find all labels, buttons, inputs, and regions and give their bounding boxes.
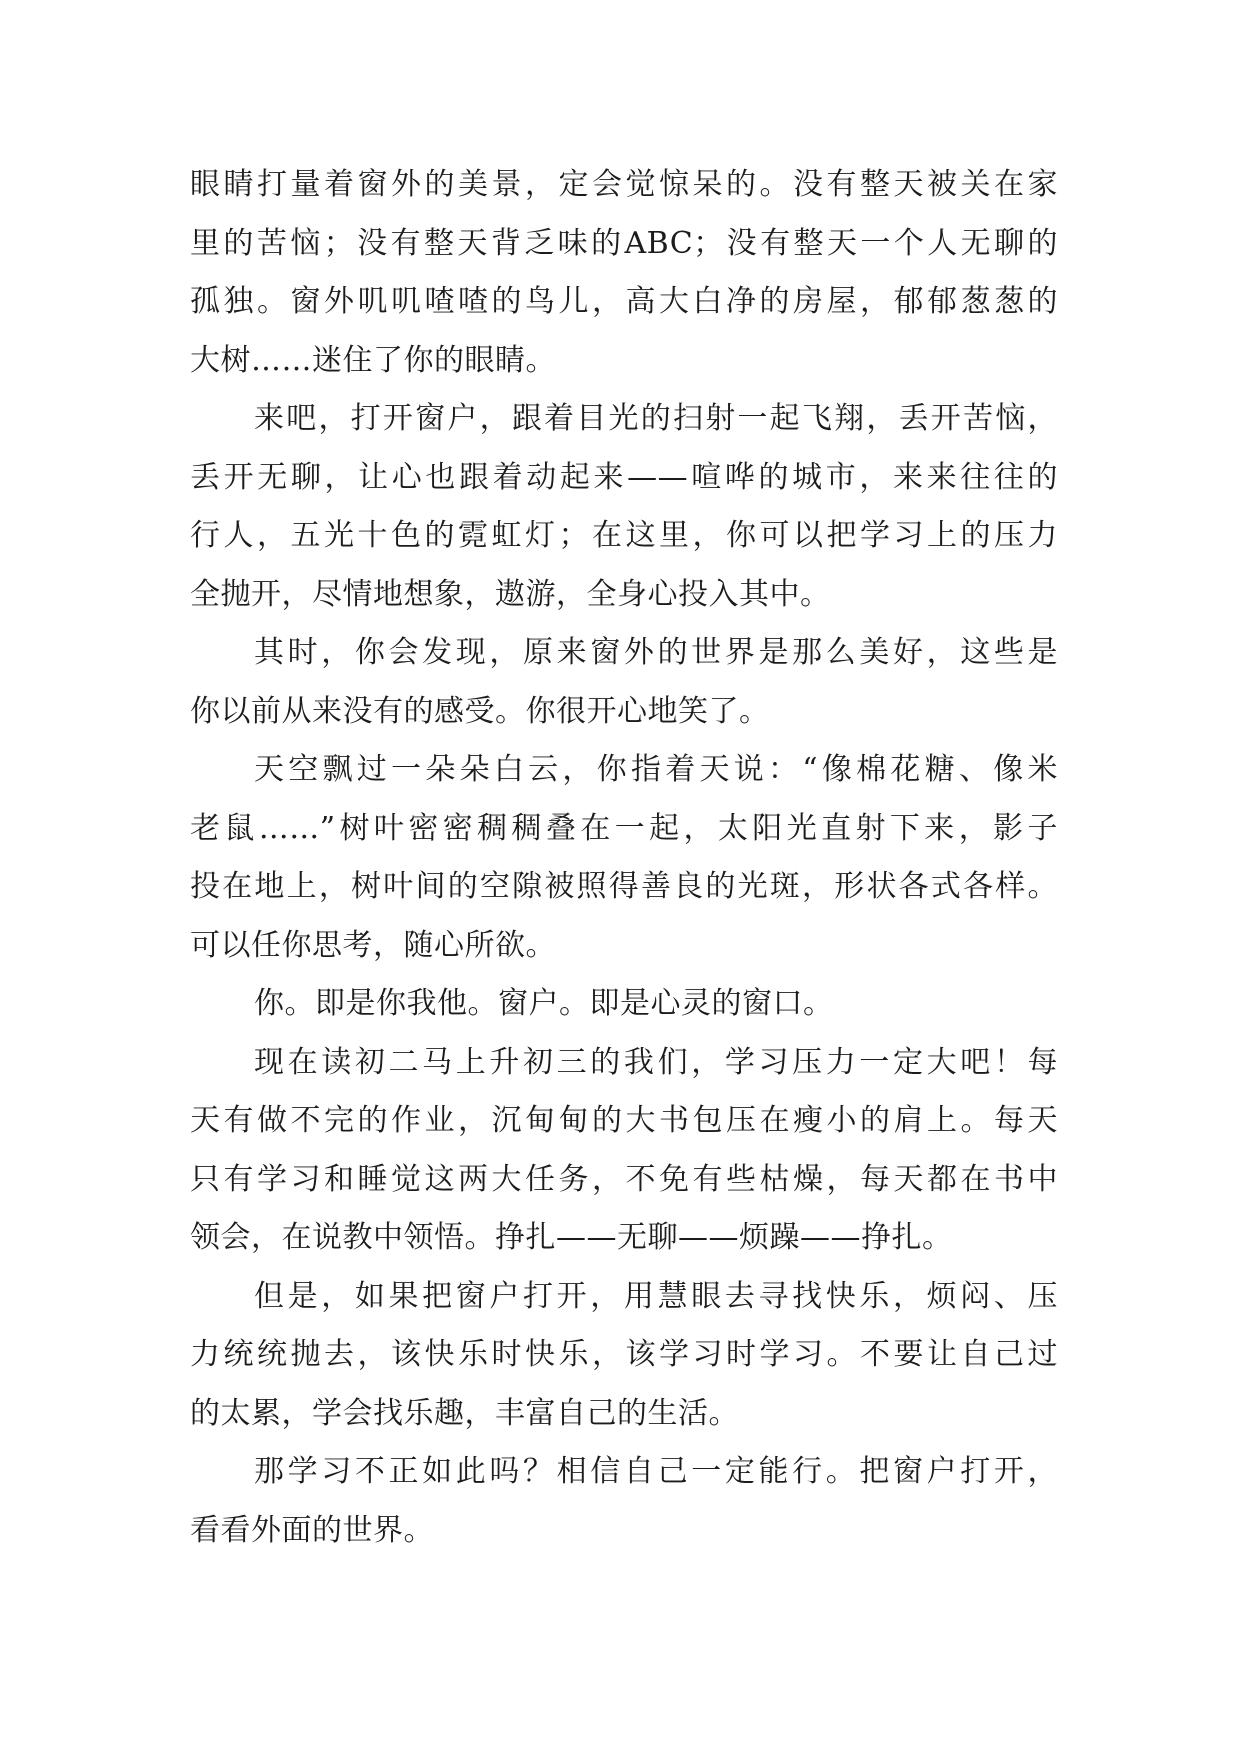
essay-body <box>190 156 1058 1560</box>
text-line: 里的苦恼；没有整天背乏味的ABC；没有整天一个人无聊的 <box>190 225 1058 261</box>
text-line: 现在读初二马上升初三的我们，学习压力一定大吧！每 <box>254 1044 1058 1080</box>
text-line: 你。即是你我他。窗户。即是心灵的窗口。 <box>254 986 834 1021</box>
text-line: 看看外面的世界。 <box>190 1512 434 1548</box>
text-line: 只有学习和睡觉这两大任务，不免有些枯燥，每天都在书中 <box>190 1161 1058 1197</box>
text-line: 但是，如果把窗户打开，用慧眼去寻找快乐，烦闷、压 <box>254 1278 1058 1314</box>
text-line: 孤独。窗外叽叽喳喳的鸟儿，高大白净的房屋，郁郁葱葱的 <box>190 284 1058 319</box>
text-line: 天空飘过一朵朵白云，你指着天说：“像棉花糖、像米 <box>254 752 1058 787</box>
text-line: 领会，在说教中领悟。挣扎——无聊——烦躁——挣扎。 <box>190 1220 953 1255</box>
text-line: 全抛开，尽情地想象，遨游，全身心投入其中。 <box>190 576 831 612</box>
text-line: 力统统抛去，该快乐时快乐，该学习时学习。不要让自己过 <box>190 1337 1058 1372</box>
text-line: 丢开无聊，让心也跟着动起来——喧哗的城市，来来往往的 <box>190 459 1058 495</box>
text-line: 眼睛打量着窗外的美景，定会觉惊呆的。没有整天被关在家 <box>190 167 1058 202</box>
text-line: 的太累，学会找乐趣，丰富自己的生活。 <box>190 1395 739 1431</box>
text-line: 可以任你思考，随心所欲。 <box>190 927 556 963</box>
text-line: 你以前从来没有的感受。你很开心地笑了。 <box>190 693 770 729</box>
text-line: 其时，你会发现，原来窗外的世界是那么美好，这些是 <box>254 635 1058 670</box>
text-line: 投在地上，树叶间的空隙被照得善良的光斑，形状各式各样。 <box>190 869 1058 904</box>
text-line: 那学习不正如此吗？相信自己一定能行。把窗户打开， <box>254 1454 1058 1489</box>
text-line: 大树……迷住了你的眼睛。 <box>190 342 556 378</box>
text-line: 老鼠……”树叶密密稠稠叠在一起，太阳光直射下来，影子 <box>190 810 1058 846</box>
text-line: 行人，五光十色的霓虹灯；在这里，你可以把学习上的压力 <box>190 518 1058 553</box>
text-line: 来吧，打开窗户，跟着目光的扫射一起飞翔，丢开苦恼， <box>254 401 1058 436</box>
text-line: 天有做不完的作业，沉甸甸的大书包压在瘦小的肩上。每天 <box>190 1103 1058 1138</box>
